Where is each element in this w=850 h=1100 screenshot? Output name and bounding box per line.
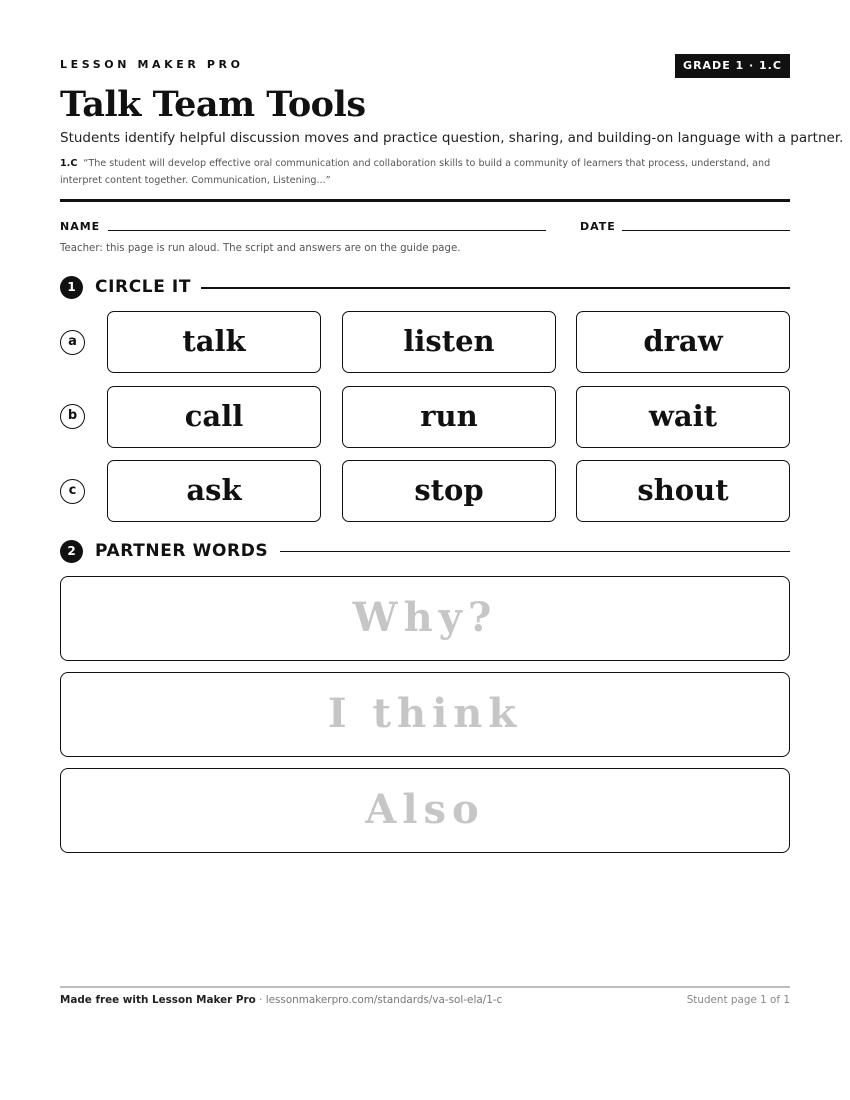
- standard-code: 1.C: [60, 158, 78, 169]
- section-title: PARTNER WORDS: [95, 539, 278, 563]
- section-rule: [200, 287, 790, 289]
- footer-separator: ·: [255, 994, 266, 1006]
- row-label-b: b: [60, 404, 85, 429]
- section-partner-words-header: [60, 539, 790, 563]
- word-card-shout[interactable]: shout: [576, 460, 790, 522]
- standard-description: [60, 155, 790, 189]
- word-card-draw[interactable]: draw: [576, 311, 790, 373]
- header-divider: [60, 199, 790, 202]
- footer-divider: [60, 986, 790, 988]
- partner-card-why: Why?: [60, 576, 790, 661]
- section-number-badge: 1: [60, 276, 83, 299]
- word-card-call[interactable]: call: [107, 386, 321, 448]
- row-label-a: a: [60, 330, 85, 355]
- section-title: CIRCLE IT: [95, 275, 201, 299]
- grade-badge: GRADE 1 · 1.C: [675, 54, 790, 78]
- date-label: DATE: [580, 220, 616, 233]
- section-rule: [280, 551, 790, 552]
- row-label-c: c: [60, 479, 85, 504]
- word-card-listen[interactable]: listen: [342, 311, 556, 373]
- footer-url-link[interactable]: lessonmakerpro.com/standards/va-sol-ela/1-c: [265, 994, 503, 1006]
- name-field[interactable]: [108, 230, 546, 231]
- date-field[interactable]: [622, 230, 790, 231]
- word-card-talk[interactable]: talk: [107, 311, 321, 373]
- footer-made-with: Made free with Lesson Maker Pro: [60, 994, 256, 1006]
- teacher-note: Teacher: this page is run aloud. The script and answers are on the guide page.: [60, 243, 461, 254]
- word-card-run[interactable]: run: [342, 386, 556, 448]
- word-card-stop[interactable]: stop: [342, 460, 556, 522]
- footer-page-info: Student page 1 of 1: [686, 994, 790, 1006]
- worksheet-page: [60, 0, 844, 1100]
- brand-name: LESSON MAKER PRO: [60, 58, 244, 71]
- section-number-badge: 2: [60, 540, 83, 563]
- page-title: Talk Team Tools: [60, 84, 366, 125]
- word-card-wait[interactable]: wait: [576, 386, 790, 448]
- page-subtitle: Students identify helpful discussion moves and practice question, sharing, and building-on language with a partner.: [60, 130, 844, 146]
- footer-credit: [60, 994, 502, 1006]
- partner-card-i-think: I think: [60, 672, 790, 757]
- partner-card-also: Also: [60, 768, 790, 853]
- standard-text: “The student will develop effective oral communication and collaboration skills to build a community of learners that process, understand, and interpret content together. Communication, Listening...”: [60, 158, 771, 186]
- name-label: NAME: [60, 220, 101, 233]
- word-card-ask[interactable]: ask: [107, 460, 321, 522]
- section-circle-it-header: [60, 275, 790, 299]
